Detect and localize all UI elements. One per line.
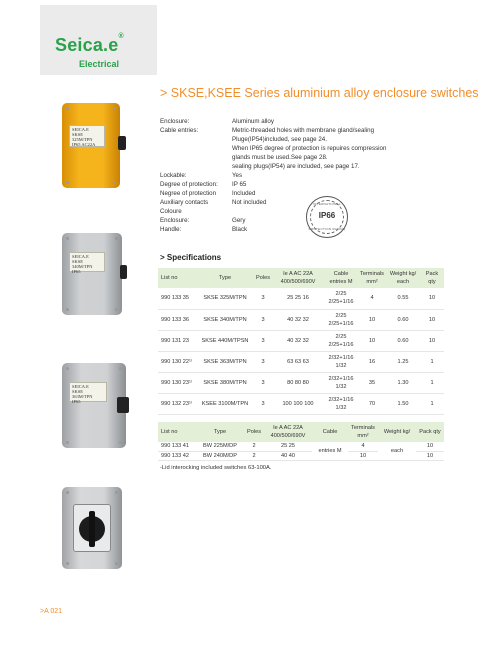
cell-ie: 40 32 32 [272, 309, 324, 330]
cell-list-no: 990 130 22¹⁾ [158, 351, 196, 372]
grey-enclosure-handle-image [62, 487, 122, 569]
table-row [158, 393, 444, 414]
page-number: >A 021 [40, 608, 62, 615]
spec-label: Lockable: [160, 172, 187, 179]
brand-name: Seica.e® [55, 33, 124, 55]
cell-type: SKSE 380M/TPN [196, 372, 254, 393]
cell-weight: 1.50 [386, 393, 420, 414]
cell-list-no: 990 130 23¹⁾ [158, 372, 196, 393]
cell-terminals: 4 [348, 442, 378, 451]
spec-value: IP 65 [232, 181, 247, 188]
cell-list-no: 990 133 41 [158, 442, 196, 451]
interlock-note: -Lid interocking included switches 63-100A. [160, 465, 272, 471]
cell-list-no: 990 133 36 [158, 309, 196, 330]
page-title: > SKSE,KSEE Series aluminium alloy enclosure switches [160, 86, 479, 100]
spec-value: When IP65 degree of protection is repuires compression [232, 145, 387, 152]
cell-weight: 1.25 [386, 351, 420, 372]
cell-pack: 1 [420, 393, 444, 414]
cell-ie: 25 25 16 [272, 288, 324, 309]
cell-cable: 2/32+1/16 1/32 [324, 351, 358, 372]
cell-list-no: 990 131 23 [158, 330, 196, 351]
stamp-bottom-text: PROTECTION RATING [308, 227, 346, 231]
cell-ie: 40 40 [264, 451, 312, 460]
cell-terminals: 10 [358, 309, 386, 330]
header-pack: Pack qty [420, 268, 444, 288]
grey-enclosure-small-image: SEICA.E SKSE 340M/TPN IP65 [62, 233, 122, 315]
header-list-no: List no [158, 422, 196, 442]
header-cable: Cable [312, 422, 348, 442]
cell-ie: 40 32 32 [272, 330, 324, 351]
cell-ie: 63 63 63 [272, 351, 324, 372]
table-header [158, 422, 444, 442]
yellow-enclosure-image: SEICA.E SKSE 325M/TPN IP65 AC22A [62, 103, 120, 188]
cell-weight: 0.55 [386, 288, 420, 309]
logo [40, 5, 157, 75]
spec-label: Handle: [160, 226, 182, 233]
spec-label: Negree of protection [160, 190, 217, 197]
cell-cable: 2/32+1/16 1/32 [324, 393, 358, 414]
cell-list-no: 990 133 42 [158, 451, 196, 460]
cell-poles: 3 [254, 309, 272, 330]
cell-cable: 2/25 2/25+1/16 [324, 309, 358, 330]
header-poles: Poles [254, 268, 272, 288]
table-row [158, 309, 444, 330]
header-type: Type [196, 268, 254, 288]
cell-poles: 2 [244, 451, 264, 460]
spec-label: Coloure [160, 208, 182, 215]
spec-label: Auxiliary contacts [160, 199, 209, 206]
cell-pack: 10 [420, 330, 444, 351]
cell-type: BW 240M/DP [196, 451, 244, 460]
cell-terminals: 35 [358, 372, 386, 393]
spec-value: Gery [232, 217, 246, 224]
grey-enclosure-large-image: SEICA.E SKSE 363M/TPN IP65 [62, 363, 126, 448]
specifications-heading: > Specifications [160, 253, 222, 262]
cell-pack: 10 [416, 451, 444, 460]
stamp-top-text: INTERNATIONAL [313, 202, 341, 206]
spec-value: glands must be used.See page 28. [232, 154, 328, 161]
header-weight: Weight kg/ each [386, 268, 420, 288]
cell-terminals: 10 [358, 330, 386, 351]
spec-value: Not included [232, 199, 267, 206]
cell-list-no: 990 132 23¹⁾ [158, 393, 196, 414]
cell-poles: 2 [244, 442, 264, 451]
cell-terminals: 4 [358, 288, 386, 309]
spec-value: Metric-threaded holes with membrane gland/sealing [232, 127, 375, 134]
cell-weight: each [378, 442, 416, 460]
spec-value: Aluminum alloy [232, 118, 274, 125]
cell-terminals: 16 [358, 351, 386, 372]
spec-label: Enclosure: [160, 118, 190, 125]
cell-list-no: 990 133 35 [158, 288, 196, 309]
cell-terminals: 10 [348, 451, 378, 460]
cell-poles: 3 [254, 351, 272, 372]
header-pack: Pack qty [416, 422, 444, 442]
cell-poles: 3 [254, 372, 272, 393]
spec-value: Yes [232, 172, 243, 179]
cell-terminals: 70 [358, 393, 386, 414]
spec-value: Included [232, 190, 256, 197]
cell-type: SKSE 340M/TPN [196, 309, 254, 330]
cell-cable: 2/25 2/25+1/16 [324, 330, 358, 351]
cell-cable: 2/25 2/25+1/16 [324, 288, 358, 309]
header-type: Type [196, 422, 244, 442]
cell-ie: 80 80 80 [272, 372, 324, 393]
stamp-rating: IP66 [318, 211, 336, 220]
spec-value: Black [232, 226, 248, 233]
table-row [158, 372, 444, 393]
cell-pack: 10 [420, 309, 444, 330]
ip66-stamp [306, 196, 348, 238]
cell-type: SKSE 363M/TPN [196, 351, 254, 372]
header-weight: Weight kg/ [378, 422, 416, 442]
cell-type: BW 225M/DP [196, 442, 244, 451]
cell-pack: 1 [420, 372, 444, 393]
spec-label: Enclosure: [160, 217, 190, 224]
table-row [158, 442, 444, 451]
bw-switch-table [158, 422, 444, 461]
cell-type: SKSE 440M/TPSN [196, 330, 254, 351]
header-terminals: Terminals mm² [348, 422, 378, 442]
cell-type: KSEE 3100M/TPN [196, 393, 254, 414]
specifications-table [158, 268, 444, 415]
cell-weight: 0.60 [386, 309, 420, 330]
header-list-no: List no [158, 268, 196, 288]
table-row [158, 351, 444, 372]
cell-pack: 1 [420, 351, 444, 372]
cell-type: SKSE 325M/TPN [196, 288, 254, 309]
cell-pack: 10 [420, 288, 444, 309]
header-terminals: Terminals mm² [358, 268, 386, 288]
spec-value: sealing plugs(IP54) are included, see page 17. [232, 163, 360, 170]
cell-cable: 2/32+1/16 1/32 [324, 372, 358, 393]
cell-ie: 100 100 100 [272, 393, 324, 414]
table-row [158, 330, 444, 351]
brand-sub: Electrical [79, 59, 120, 69]
header-ie: Ie A AC 22A 400/500/690V [272, 268, 324, 288]
header-poles: Poles [244, 422, 264, 442]
cell-poles: 3 [254, 330, 272, 351]
cell-poles: 3 [254, 288, 272, 309]
table-header [158, 268, 444, 288]
spec-label: Degree of protection: [160, 181, 218, 188]
cell-weight: 0.60 [386, 330, 420, 351]
cell-poles: 3 [254, 393, 272, 414]
cell-weight: 1.30 [386, 372, 420, 393]
spec-value: Pluge(IP54)included, see page 24. [232, 136, 327, 143]
header-ie: Ie A AC 22A 400/500/690V [264, 422, 312, 442]
header-cable: Cable entries M [324, 268, 358, 288]
cell-cable: entries M [312, 442, 348, 460]
cell-ie: 25 25 [264, 442, 312, 451]
spec-label: Cable entries: [160, 127, 199, 134]
cell-pack: 10 [416, 442, 444, 451]
table-row [158, 288, 444, 309]
